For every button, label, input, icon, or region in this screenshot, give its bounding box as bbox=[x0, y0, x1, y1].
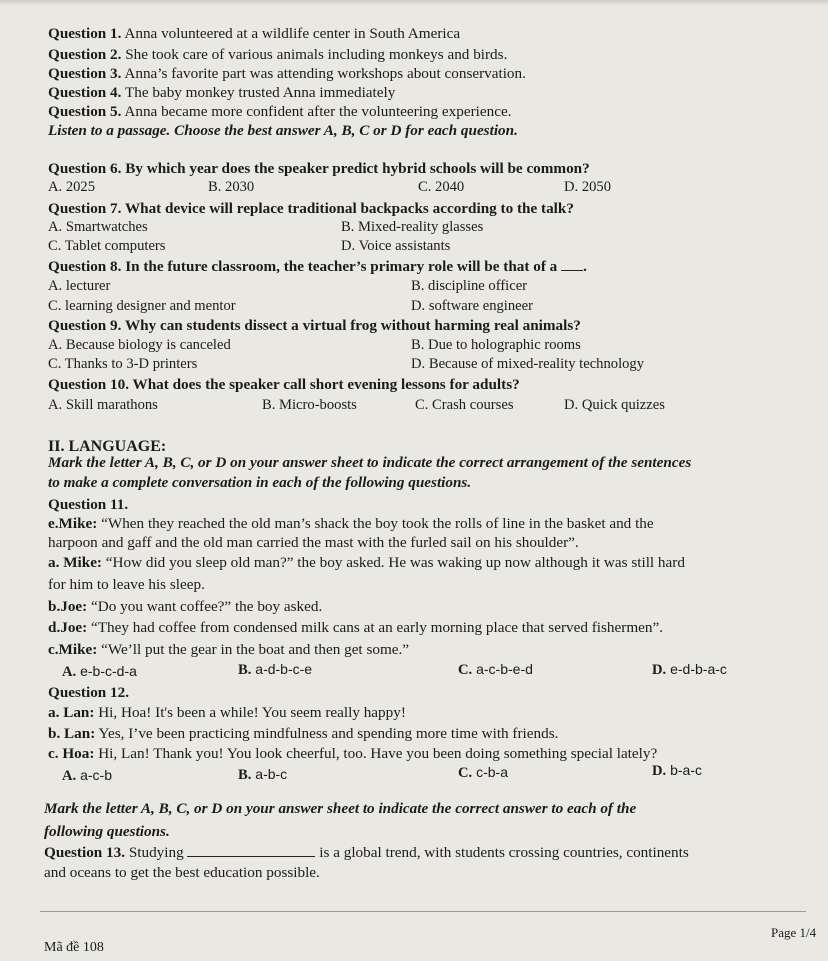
question-3: Question 3. Anna’s favorite part was attending workshops about conservation. bbox=[48, 65, 526, 82]
arrange-instruction-line-2: to make a complete conversation in each of the following questions. bbox=[48, 474, 472, 491]
q11-sentence-e-cont: harpoon and gaff and the old man carried the mast with the furled sail on his shoulder”. bbox=[48, 534, 579, 551]
q12-option-d: D. b-a-c bbox=[652, 762, 702, 779]
q13-blank bbox=[187, 842, 315, 857]
q12-option-b: B. a-b-c bbox=[238, 766, 288, 783]
q11-sentence-a-cont: for him to leave his sleep. bbox=[48, 576, 205, 593]
q7-option-b: B. Mixed-reality glasses bbox=[341, 219, 484, 235]
q8-option-c: C. learning designer and mentor bbox=[48, 298, 236, 314]
q11-sentence-d: d.Joe: “They had coffee from condensed milk cans at an early morning place that served fishermen”. bbox=[48, 619, 664, 636]
q12-sentence-a: a. Lan: Hi, Hoa! It's been a while! You seem really happy! bbox=[48, 704, 406, 721]
question-10-stem: Question 10. What does the speaker call short evening lessons for adults? bbox=[48, 376, 520, 393]
footer-divider bbox=[40, 911, 806, 912]
q7-option-c: C. Tablet computers bbox=[48, 238, 166, 254]
q7-option-a: A. Smartwatches bbox=[48, 219, 148, 235]
arrange-instruction-line-1: Mark the letter A, B, C, or D on your answer sheet to indicate the correct arrangement of the sentences bbox=[48, 454, 692, 471]
question-4: Question 4. The baby monkey trusted Anna immediately bbox=[48, 84, 396, 101]
q11-option-c: C. a-c-b-e-d bbox=[458, 661, 533, 678]
q10-option-a: A. Skill marathons bbox=[48, 397, 158, 413]
q7-option-d: D. Voice assistants bbox=[341, 238, 451, 254]
q9-option-c: C. Thanks to 3-D printers bbox=[48, 356, 198, 372]
q11-option-b: B. a-d-b-c-e bbox=[238, 661, 313, 678]
q6-option-c: C. 2040 bbox=[418, 179, 465, 195]
q12-option-c: C. c-b-a bbox=[458, 764, 508, 781]
question-7-stem: Question 7. What device will replace traditional backpacks according to the talk? bbox=[48, 200, 574, 217]
q11-sentence-a: a. Mike: “How did you sleep old man?” the boy asked. He was waking up now although it was still hard bbox=[48, 554, 685, 571]
question-12-label: Question 12. bbox=[48, 684, 130, 701]
page-top-shadow bbox=[0, 0, 828, 6]
q9-option-a: A. Because biology is canceled bbox=[48, 337, 231, 353]
q11-sentence-c: c.Mike: “We’ll put the gear in the boat and then get some.” bbox=[48, 641, 410, 658]
q6-option-a: A. 2025 bbox=[48, 179, 96, 195]
q9-option-d: D. Because of mixed-reality technology bbox=[411, 356, 645, 372]
q8-option-d: D. software engineer bbox=[411, 298, 533, 314]
q12-sentence-c: c. Hoa: Hi, Lan! Thank you! You look cheerful, too. Have you been doing something special lately? bbox=[48, 745, 658, 762]
q8-option-b: B. discipline officer bbox=[411, 278, 528, 294]
q6-option-b: B. 2030 bbox=[208, 179, 255, 195]
q11-option-a: A. e-b-c-d-a bbox=[62, 663, 137, 680]
listen-instruction: Listen to a passage. Choose the best answer A, B, C or D for each question. bbox=[48, 122, 518, 139]
page-number: Page 1/4 bbox=[771, 925, 817, 940]
q12-sentence-b: b. Lan: Yes, I’ve been practicing mindfulness and spending more time with friends. bbox=[48, 725, 559, 742]
question-6-stem: Question 6. By which year does the speaker predict hybrid schools will be common? bbox=[48, 160, 590, 177]
q8-blank bbox=[561, 258, 583, 271]
q6-option-d: D. 2050 bbox=[564, 179, 612, 195]
q10-option-b: B. Micro-boosts bbox=[262, 397, 357, 413]
question-8-stem: Question 8. In the future classroom, the teacher’s primary role will be that of a . bbox=[48, 258, 587, 275]
q8-option-a: A. lecturer bbox=[48, 278, 111, 294]
section-heading: II. LANGUAGE: bbox=[48, 438, 167, 455]
q10-option-c: C. Crash courses bbox=[415, 397, 514, 413]
q11-sentence-b: b.Joe: “Do you want coffee?” the boy asked. bbox=[48, 598, 323, 615]
q9-option-b: B. Due to holographic rooms bbox=[411, 337, 581, 353]
q11-sentence-e: e.Mike: “When they reached the old man’s shack the boy took the rolls of line in the basket and the bbox=[48, 515, 654, 532]
question-13: Question 13. Studying is a global trend, with students crossing countries, continents bbox=[44, 844, 689, 861]
q10-option-d: D. Quick quizzes bbox=[564, 397, 665, 413]
question-5: Question 5. Anna became more confident after the volunteering experience. bbox=[48, 103, 512, 120]
q12-option-a: A. a-c-b bbox=[62, 767, 112, 784]
question-9-stem: Question 9. Why can students dissect a virtual frog without harming real animals? bbox=[48, 317, 581, 334]
exam-code: Mã đề 108 bbox=[44, 940, 104, 955]
question-13-cont: and oceans to get the best education possible. bbox=[44, 864, 320, 881]
q11-option-d: D. e-d-b-a-c bbox=[652, 661, 727, 678]
question-1: Question 1. Anna volunteered at a wildlife center in South America bbox=[48, 25, 461, 42]
answer-instruction-line-2: following questions. bbox=[44, 823, 170, 840]
question-11-label: Question 11. bbox=[48, 496, 129, 513]
answer-instruction-line-1: Mark the letter A, B, C, or D on your answer sheet to indicate the correct answer to each of the bbox=[44, 800, 637, 817]
question-2: Question 2. She took care of various animals including monkeys and birds. bbox=[48, 46, 508, 63]
